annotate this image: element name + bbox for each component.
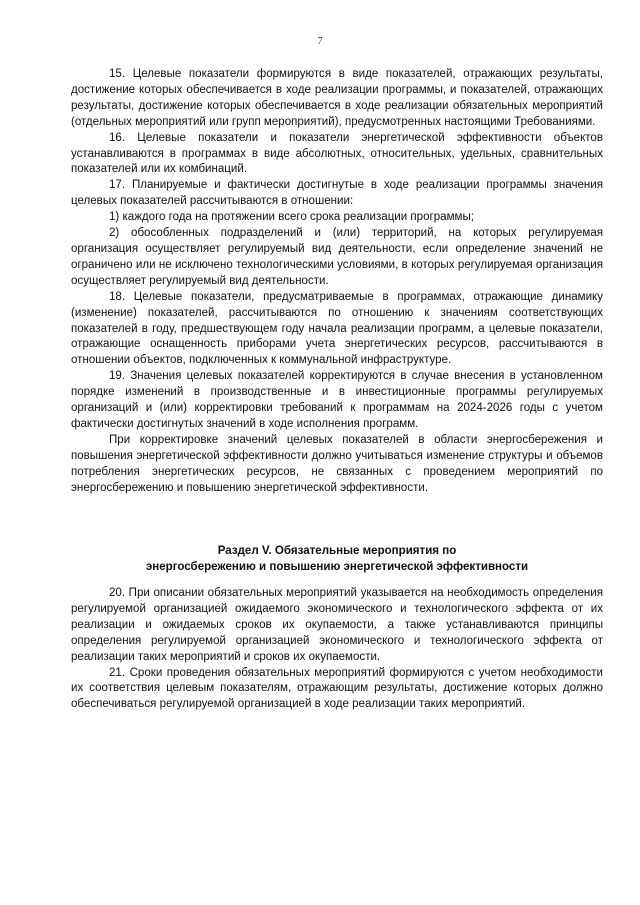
section-body bbox=[71, 586, 603, 713]
paragraph-21: 21. Сроки проведения обязательных мероприятий формируются с учетом необходимости их соответствия целевым показателям, отражающим результаты, достижение которых должно обеспечиваться регулируемой организацией в ходе реализации таких мероприятий. bbox=[71, 666, 603, 711]
paragraph-15: 15. Целевые показатели формируются в виде показателей, отражающих результаты, достижение которых обеспечивается в ходе реализации программы, и показателей, отражающих результаты, достижение которых обеспечивается в ходе реализации обязательных мероприятий (отдельных мероприятий или групп мероприятий), предусмотренных настоящими Требованиями. bbox=[71, 68, 603, 128]
paragraph-18: 18. Целевые показатели, предусматриваемые в программах, отражающие динамику (изменение) показателей, рассчитываются по отношению к значениям соответствующих показателей в году, предшествующем году начала реализации программ, а целевые показатели, отражающие оснащенность приборами учета энергетических ресурсов, рассчитываются в отношении объектов, подключенных к коммунальной инфраструктуре. bbox=[71, 290, 603, 367]
section-heading bbox=[71, 544, 603, 576]
paragraph-19-continuation: При корректировке значений целевых показателей в области энергосбережения и повышения энергетической эффективности должно учитываться изменение структуры и объемов потребления энергетических ресурсов, не связанных с проведением мероприятий по энергосбережению и повышению энергетической эффективности. bbox=[71, 433, 603, 494]
section-heading-line-2: энергосбережению и повышению энергетической эффективности bbox=[145, 560, 529, 573]
paragraph-20: 20. При описании обязательных мероприятий указывается на необходимость определения регулируемой организацией ожидаемого экономического и технологического эффекта от их реализации и ожидаемых сроков их окупаемости, а также устанавливаются принципы определения регулируемой организацией экономического и технологического эффекта от реализации таких мероприятий и сроков их окупаемости. bbox=[71, 587, 603, 663]
document-body bbox=[71, 67, 603, 496]
paragraph-17: 17. Планируемые и фактически достигнутые в ходе реализации программы значения целевых показателей рассчитываются в отношении: bbox=[71, 179, 603, 208]
page-number: 7 bbox=[317, 36, 323, 47]
list-item-1: 1) каждого года на протяжении всего срока реализации программы; bbox=[109, 211, 474, 224]
paragraph-16: 16. Целевые показатели и показатели энергетической эффективности объектов устанавливаются в программах в виде абсолютных, относительных, удельных, сравнительных показателей или их комбинаций. bbox=[71, 131, 603, 176]
paragraph-19: 19. Значения целевых показателей корректируются в случае внесения в установленном порядке изменений в производственные и в инвестиционные программы регулируемых организаций и (или) корректировки требований к программам на 2024-2026 годы с учетом фактически достигнутых значений в ходе исполнения программ. bbox=[71, 370, 603, 430]
list-item-2: 2) обособленных подразделений и (или) территорий, на которых регулируемая организация осуществляет регулируемый вид деятельности, если определение значений не ограничено или не исключено технологическими условиями, в которых регулируемая организация осуществляет регулируемый вид деятельности. bbox=[71, 227, 603, 287]
section-heading-line-1: Раздел V. Обязательные мероприятия по bbox=[217, 545, 457, 557]
